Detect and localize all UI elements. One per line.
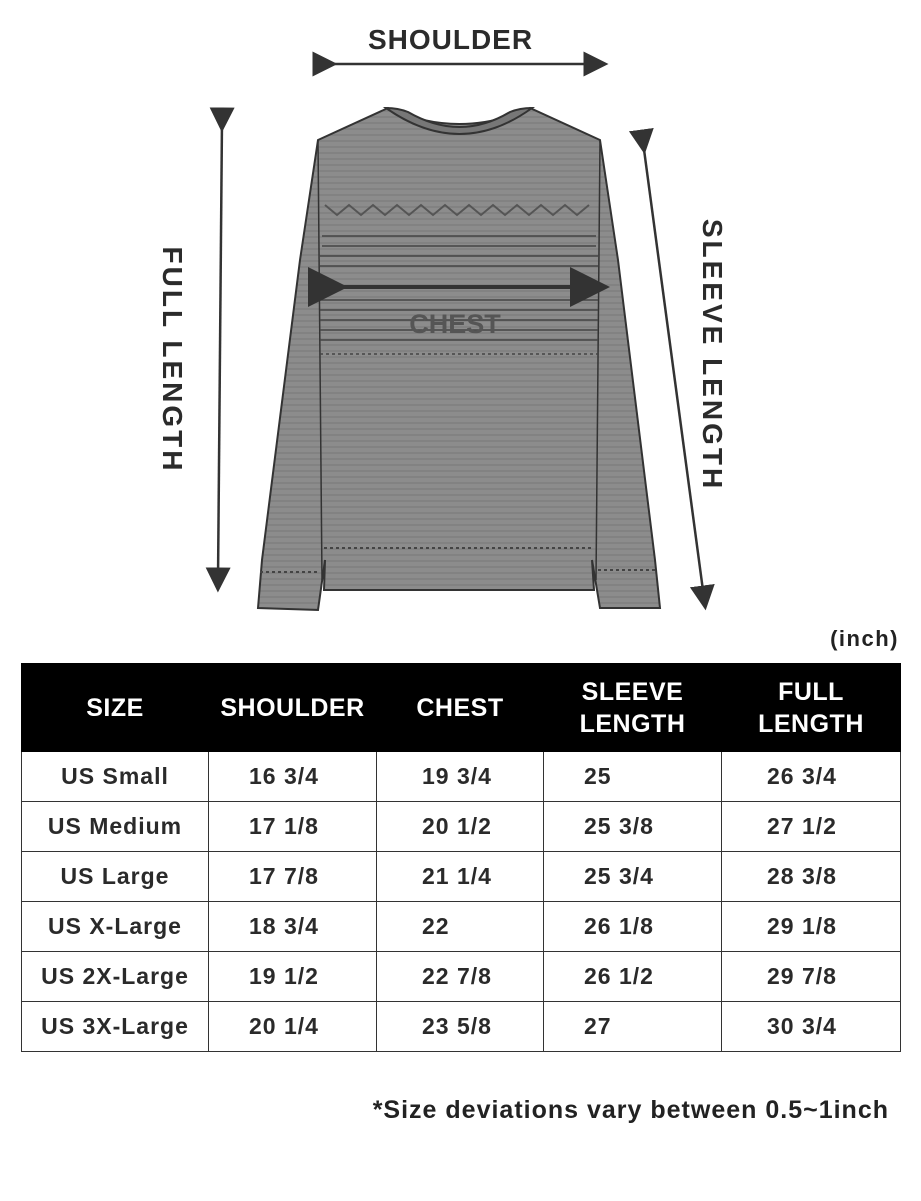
full-length-cell: 26 3/4: [722, 752, 901, 802]
size-chart-table: [21, 663, 901, 1052]
sleeve-length-cell: 26 1/2: [544, 952, 722, 1002]
table-row: [22, 802, 901, 852]
header-line: LENGTH: [758, 709, 864, 738]
shoulder-cell: 19 1/2: [209, 952, 377, 1002]
sleeve-length-cell: 25 3/4: [544, 852, 722, 902]
full-length-cell: 29 7/8: [722, 952, 901, 1002]
chest-label: CHEST: [409, 309, 501, 339]
size-cell: US Medium: [22, 802, 209, 852]
shoulder-label: SHOULDER: [367, 24, 534, 55]
full-length-cell: 28 3/8: [722, 852, 901, 902]
sleeve-length-cell: 25: [544, 752, 722, 802]
header-full-length: [722, 664, 901, 752]
chest-cell: 19 3/4: [377, 752, 544, 802]
chest-cell: 20 1/2: [377, 802, 544, 852]
size-cell: US Large: [22, 852, 209, 902]
full-length-label: FULL LENGTH: [157, 246, 188, 474]
table-row: [22, 1002, 901, 1052]
size-cell: US 2X-Large: [22, 952, 209, 1002]
shoulder-cell: 18 3/4: [209, 902, 377, 952]
shoulder-cell: 17 7/8: [209, 852, 377, 902]
header-shoulder: SHOULDER: [209, 664, 377, 752]
sleeve-length-label: SLEEVE LENGTH: [697, 218, 728, 492]
chest-cell: 23 5/8: [377, 1002, 544, 1052]
shoulder-cell: 16 3/4: [209, 752, 377, 802]
header-chest: CHEST: [377, 664, 544, 752]
shoulder-cell: 20 1/4: [209, 1002, 377, 1052]
header-line: SLEEVE: [581, 677, 684, 706]
header-line: FULL: [778, 677, 844, 706]
header-sleeve-length: [544, 664, 722, 752]
table-header-row: [22, 664, 901, 752]
chest-cell: 22 7/8: [377, 952, 544, 1002]
size-cell: US Small: [22, 752, 209, 802]
chest-cell: 21 1/4: [377, 852, 544, 902]
sleeve-length-cell: 26 1/8: [544, 902, 722, 952]
header-line: LENGTH: [579, 709, 686, 738]
size-cell: US X-Large: [22, 902, 209, 952]
full-length-cell: 30 3/4: [722, 1002, 901, 1052]
chest-cell: 22: [377, 902, 544, 952]
table-row: [22, 902, 901, 952]
full-length-arrow: [218, 120, 222, 580]
shoulder-cell: 17 1/8: [209, 802, 377, 852]
header-size: SIZE: [22, 664, 209, 752]
sleeve-length-cell: 25 3/8: [544, 802, 722, 852]
full-length-cell: 29 1/8: [722, 902, 901, 952]
table-row: [22, 952, 901, 1002]
size-deviation-note: *Size deviations vary between 0.5~1inch: [372, 1096, 889, 1124]
unit-label: (inch): [830, 626, 899, 651]
table-row: [22, 852, 901, 902]
size-cell: US 3X-Large: [22, 1002, 209, 1052]
sleeve-length-cell: 27: [544, 1002, 722, 1052]
full-length-cell: 27 1/2: [722, 802, 901, 852]
table-row: [22, 752, 901, 802]
